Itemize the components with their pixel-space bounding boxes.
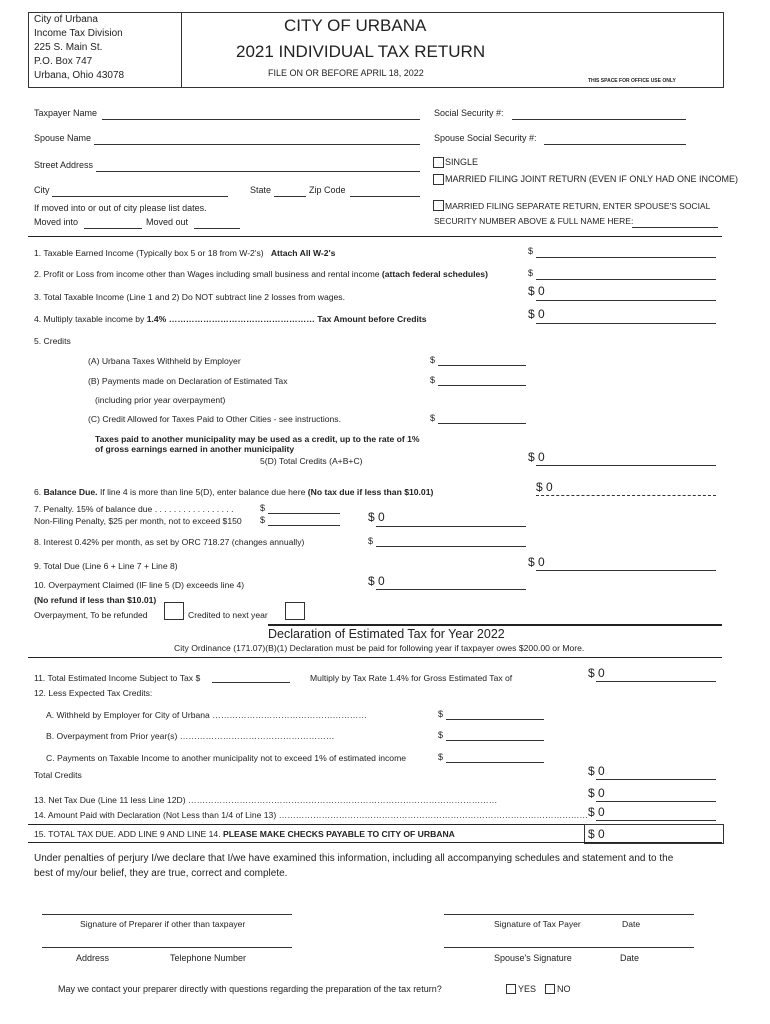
telephone-label: Telephone Number: [170, 953, 247, 963]
line-12c-dollar: $: [438, 752, 444, 762]
line-2-label: [34, 269, 488, 279]
line-5a-field[interactable]: [438, 365, 526, 366]
line-5b-note: (including prior year overpayment): [95, 395, 226, 405]
form-subtitle: 2021 INDIVIDUAL TAX RETURN: [236, 42, 486, 61]
line-13-label: [34, 795, 497, 805]
line-12b-field[interactable]: [446, 740, 544, 741]
line-1-text: 1. Taxable Earned Income (Typically box 5 or 18 from W-2's): [34, 248, 264, 258]
section-divider: [28, 236, 722, 237]
line-5-note-2: of gross earnings earned in another municipality: [95, 444, 295, 454]
address-line: 225 S. Main St.: [34, 42, 103, 53]
moved-out-label: Moved out: [146, 217, 189, 227]
line-2-dollar: $: [528, 268, 534, 278]
line-5d-field: [536, 465, 716, 466]
line-15-box: [584, 824, 724, 844]
city-label: City: [34, 185, 50, 195]
line-7-dollar: $: [260, 503, 266, 513]
separate-label-2: SECURITY NUMBER ABOVE & FULL NAME HERE:: [434, 216, 634, 226]
estimated-divider: [268, 624, 722, 626]
line-15-bottom-rule: [28, 842, 722, 843]
separate-label: MARRIED FILING SEPARATE RETURN, ENTER SPOUSE'S SOCIAL: [445, 201, 711, 211]
line-7-total-field: [376, 526, 526, 527]
line-5c-dollar: $: [430, 413, 436, 423]
single-checkbox[interactable]: [433, 157, 444, 168]
line-11-label: 11. Total Estimated Income Subject to Tax $: [34, 673, 201, 683]
line-7-nonfiling-field[interactable]: [268, 525, 340, 526]
filing-deadline: FILE ON OR BEFORE APRIL 18, 2022: [268, 68, 424, 78]
line-12a-label: [46, 710, 367, 720]
line-11-field: [596, 681, 716, 682]
line-6-value[interactable]: $ 0: [536, 480, 553, 494]
line-4-value[interactable]: $ 0: [528, 307, 545, 321]
line-15-value[interactable]: $ 0: [588, 827, 605, 841]
moved-into-label: Moved into: [34, 217, 79, 227]
line-10-note: (No refund if less than $10.01): [34, 595, 157, 605]
line-13-dots: ………………………………………………: [187, 795, 343, 805]
line-14-dots-2: ………………………………………………: [433, 810, 588, 820]
declaration-line-1: Under penalties of perjury I/we declare that I/we have examined this information, including all accompanying schedules and statement and to the: [34, 853, 674, 864]
line-5b-field[interactable]: [438, 385, 526, 386]
line-14-dots: ………………………………………………: [278, 810, 434, 820]
address-line: City of Urbana: [34, 14, 98, 25]
line-14-label: [34, 810, 588, 820]
line-5d-label: 5(D) Total Credits (A+B+C): [260, 456, 363, 466]
line-15-text: 15. TOTAL TAX DUE. ADD LINE 9 AND LINE 14.: [34, 829, 221, 839]
line-12a-text: A. Withheld by Employer for City of Urbana: [46, 710, 210, 720]
line-12a-field[interactable]: [446, 719, 544, 720]
zip-label: Zip Code: [309, 185, 346, 195]
spouse-full-name-field[interactable]: [632, 227, 718, 228]
office-use-label: THIS SPACE FOR OFFICE USE ONLY: [588, 78, 676, 84]
line-5-note-1: Taxes paid to another municipality may be used as a credit, up to the rate of 1%: [95, 434, 420, 444]
total-credits-field: [596, 779, 716, 780]
refund-checkbox[interactable]: [164, 602, 184, 620]
line-4-right: Tax Amount before Credits: [317, 314, 427, 324]
line-9-label: 9. Total Due (Line 6 + Line 7 + Line 8): [34, 561, 178, 571]
contact-no-label: NO: [557, 984, 571, 994]
line-6-bold-2: (No tax due if less than $10.01): [307, 487, 434, 497]
line-6-text: If line 4 is more than line 5(D), enter balance due here: [99, 487, 306, 497]
line-7b-label: Non-Filing Penalty, $25 per month, not to exceed $150: [34, 516, 242, 526]
taxpayer-signature-line[interactable]: [444, 914, 694, 915]
line-6-bold: Balance Due.: [43, 487, 98, 497]
contact-no-checkbox[interactable]: [545, 984, 555, 994]
line-9-field: [536, 570, 716, 571]
address-line: Income Tax Division: [34, 28, 123, 39]
taxpayer-date-label: Date: [622, 919, 641, 929]
contact-yes-label: YES: [518, 984, 537, 994]
line-4-text: 4. Multiply taxable income by: [34, 314, 145, 324]
line-13-value[interactable]: $ 0: [588, 786, 605, 800]
line-1-dollar: $: [528, 246, 534, 256]
state-field[interactable]: [274, 196, 306, 197]
line-12a-dots: ………………………………………………: [212, 710, 367, 720]
address-line: Urbana, Ohio 43078: [34, 70, 125, 81]
refund-label: Overpayment, To be refunded: [34, 610, 148, 620]
ssn-field[interactable]: [512, 119, 686, 120]
line-13-dots-2: ………………………………………………: [342, 795, 498, 805]
taxpayer-name-field[interactable]: [102, 119, 420, 120]
ordinance-note: City Ordinance (171.07)(B)(1) Declaration must be paid for following year if taxpayer owes $200.00 or More.: [174, 643, 585, 653]
line-5c-label: (C) Credit Allowed for Taxes Paid to Other Cities - see instructions.: [88, 414, 341, 424]
line-8-field[interactable]: [376, 546, 526, 547]
spouse-date-label: Date: [620, 953, 640, 963]
total-credits-value[interactable]: $ 0: [588, 764, 605, 778]
line-11-income-field[interactable]: [212, 682, 290, 683]
credit-next-year-checkbox[interactable]: [285, 602, 305, 620]
zip-field[interactable]: [350, 196, 420, 197]
moved-note: If moved into or out of city please list dates.: [34, 203, 207, 213]
moved-out-field[interactable]: [194, 228, 240, 229]
preparer-signature-line[interactable]: [42, 914, 292, 915]
line-5c-field[interactable]: [438, 423, 526, 424]
line-1-bold: Attach All W-2's: [270, 248, 336, 258]
line-14-value[interactable]: $ 0: [588, 805, 605, 819]
line-2-field[interactable]: [536, 279, 716, 280]
line-13-text: 13. Net Tax Due (Line 11 less Line 12D): [34, 795, 186, 805]
spouse-ssn-field[interactable]: [544, 144, 686, 145]
line-8-label: 8. Interest 0.42% per month, as set by ORC 718.27 (changes annually): [34, 537, 305, 547]
line-11-value[interactable]: $ 0: [588, 666, 605, 680]
line-14-field: [596, 820, 716, 821]
line-3-field: [536, 300, 716, 301]
line-12c-field[interactable]: [446, 762, 544, 763]
spouse-name-label: Spouse Name: [34, 133, 92, 143]
joint-label: MARRIED FILING JOINT RETURN (EVEN IF ONLY HAD ONE INCOME): [445, 174, 739, 184]
total-credits-label: Total Credits: [34, 770, 82, 780]
city-field[interactable]: [52, 196, 228, 197]
line-10-label: 10. Overpayment Claimed (IF line 5 (D) exceeds line 4): [34, 580, 245, 590]
form-title: CITY OF URBANA: [284, 16, 427, 35]
line-3-value[interactable]: $ 0: [528, 284, 545, 298]
line-3-label: 3. Total Taxable Income (Line 1 and 2) Do NOT subtract line 2 losses from wages.: [34, 292, 345, 302]
line-1-label: [34, 248, 335, 258]
ssn-label: Social Security #:: [434, 108, 504, 118]
spouse-signature-label: Spouse's Signature: [494, 953, 572, 963]
separate-checkbox[interactable]: [433, 200, 444, 211]
line-4-dots: ……………………………………………: [168, 314, 315, 324]
line-6-field: [536, 495, 716, 496]
line-7b-dollar: $: [260, 515, 266, 525]
line-7-label: 7. Penalty. 15% of balance due . . . . . . . . . . . . . . . . .: [34, 504, 234, 514]
contact-yes-checkbox[interactable]: [506, 984, 516, 994]
ordinance-divider: [28, 657, 722, 658]
line-2-bold: (attach federal schedules): [381, 269, 488, 279]
moved-into-field[interactable]: [84, 228, 142, 229]
preparer-address-line[interactable]: [42, 947, 292, 948]
line-15-bold: PLEASE MAKE CHECKS PAYABLE TO CITY OF URBANA: [222, 829, 455, 839]
line-12b-dollar: $: [438, 730, 444, 740]
line-12b-text: B. Overpayment from Prior year(s): [46, 731, 178, 741]
street-label: Street Address: [34, 160, 94, 170]
line-6-label: [34, 487, 433, 497]
credit-label: Credited to next year: [188, 610, 268, 620]
line-6-num: 6.: [34, 487, 42, 497]
street-field[interactable]: [96, 171, 420, 172]
line-5-label: 5. Credits: [34, 336, 71, 346]
line-10-value[interactable]: $ 0: [368, 574, 385, 588]
line-12a-dollar: $: [438, 709, 444, 719]
address-line: P.O. Box 747: [34, 56, 93, 67]
state-label: State: [250, 185, 272, 195]
line-7-penalty-field[interactable]: [268, 513, 340, 514]
line-12b-dots: ………………………………………………: [179, 731, 335, 741]
contact-question: May we contact your preparer directly with questions regarding the preparation of the tax return?: [58, 984, 442, 994]
joint-checkbox[interactable]: [433, 174, 444, 185]
spouse-signature-line[interactable]: [444, 947, 694, 948]
line-12b-label: [46, 731, 334, 741]
estimated-title: Declaration of Estimated Tax for Year 2022: [268, 627, 505, 641]
line-5a-dollar: $: [430, 355, 436, 365]
line-11-multiply: Multiply by Tax Rate 1.4% for Gross Estimated Tax of: [310, 673, 513, 683]
line-5b-dollar: $: [430, 375, 436, 385]
line-9-value[interactable]: $ 0: [528, 555, 545, 569]
line-7-value[interactable]: $ 0: [368, 510, 385, 524]
line-8-dollar: $: [368, 536, 374, 546]
taxpayer-name-label: Taxpayer Name: [34, 108, 98, 118]
line-12c-label: C. Payments on Taxable Income to another municipality not to exceed 1% of estimated income: [46, 753, 407, 763]
line-2-text: 2. Profit or Loss from income other than Wages including small business and rental income: [34, 269, 380, 279]
line-1-field[interactable]: [536, 257, 716, 258]
line-13-field: [596, 801, 716, 802]
line-14-text: 14. Amount Paid with Declaration (Not Less than 1/4 of Line 13): [34, 810, 277, 820]
line-4-field: [536, 323, 716, 324]
preparer-signature-label: Signature of Preparer if other than taxpayer: [80, 919, 246, 929]
line-10-field: [376, 589, 526, 590]
spouse-ssn-label: Spouse Social Security #:: [434, 133, 537, 143]
declaration-line-2: best of my/our belief, they are true, correct and complete.: [34, 868, 288, 879]
spouse-name-field[interactable]: [94, 144, 420, 145]
line-12-label: 12. Less Expected Tax Credits:: [34, 688, 153, 698]
line-15-label: [34, 829, 455, 839]
taxpayer-signature-label: Signature of Tax Payer: [494, 919, 581, 929]
address-label: Address: [76, 953, 110, 963]
line-5d-value[interactable]: $ 0: [528, 450, 545, 464]
line-4-rate: 1.4%: [146, 314, 167, 324]
line-5a-label: (A) Urbana Taxes Withheld by Employer: [88, 356, 241, 366]
line-5b-label: (B) Payments made on Declaration of Estimated Tax: [88, 376, 288, 386]
single-label: SINGLE: [445, 157, 479, 167]
line-4-label: [34, 314, 427, 324]
